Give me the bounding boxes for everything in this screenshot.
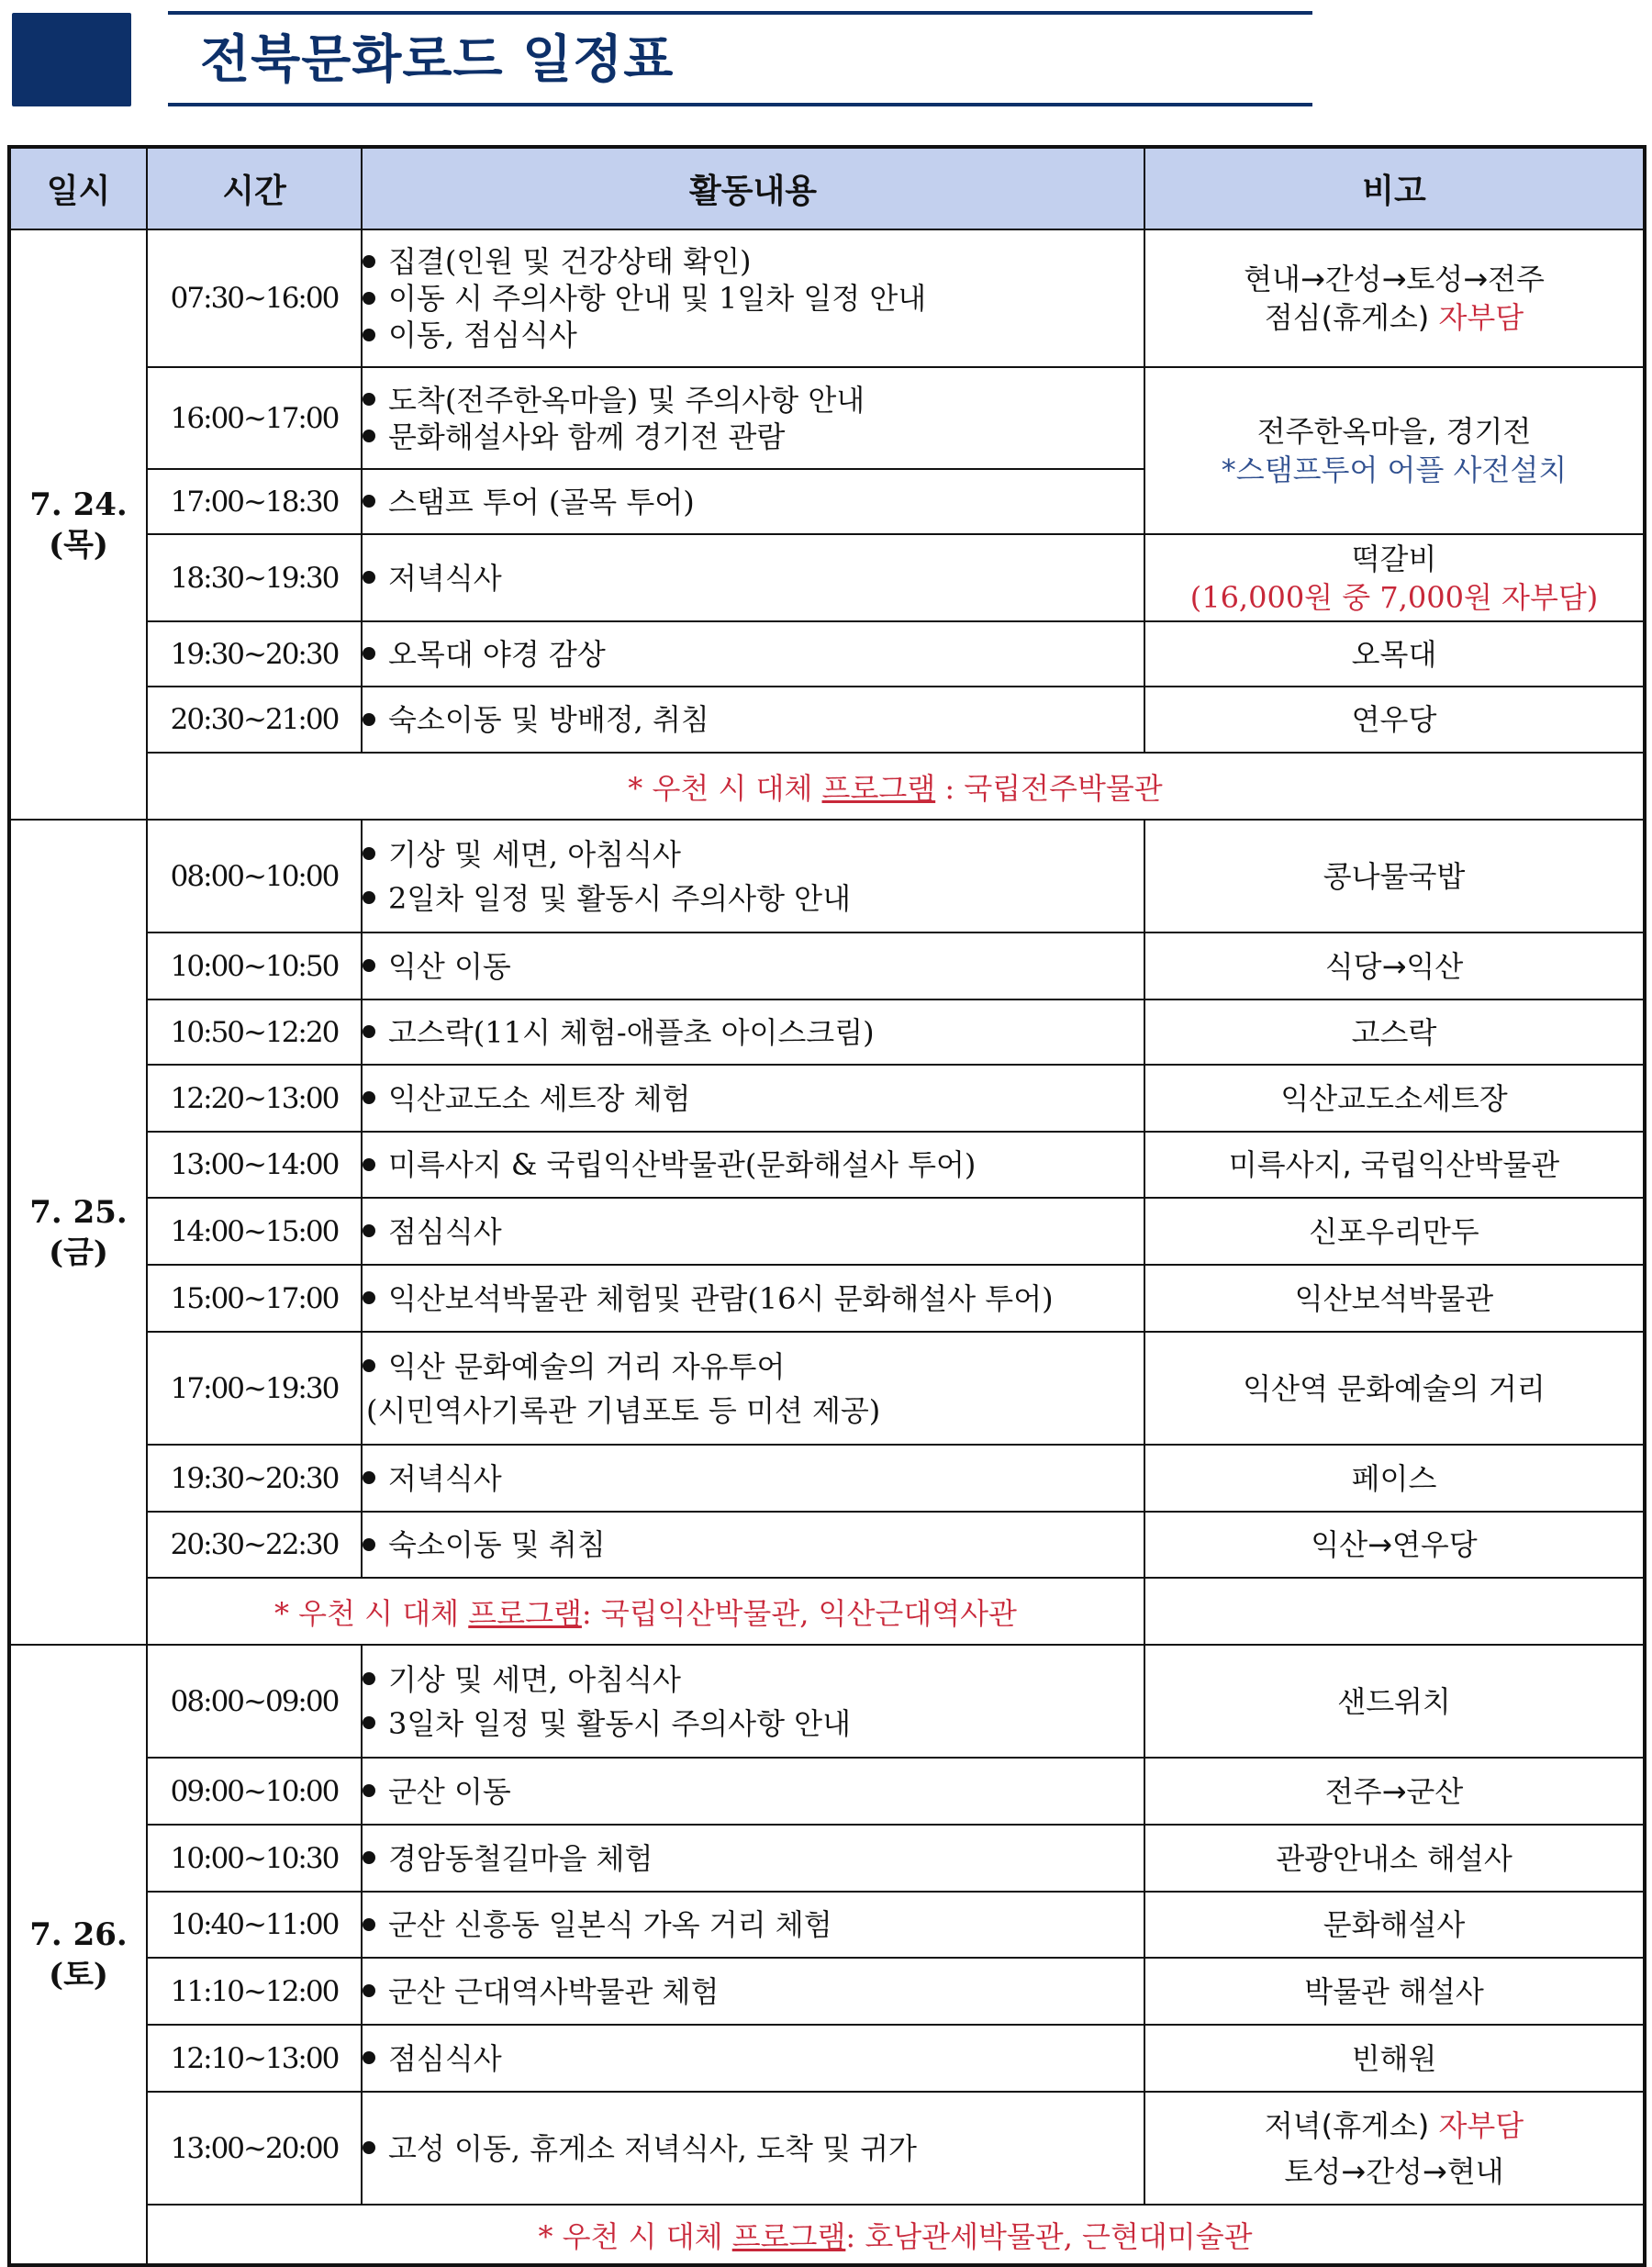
activity-sub-item: (시민역사기록관 기념포토 등 미션 제공) — [366, 1392, 881, 1428]
remarks-cell: 연우당 — [1144, 687, 1645, 753]
bullet-icon — [363, 1851, 375, 1864]
activity-cell — [362, 1332, 1144, 1445]
schedule-table — [7, 145, 1646, 2267]
remarks-cell: 떡갈비 (16,000원 중 7,000원 자부담) — [1144, 534, 1645, 621]
header-date: 일시 — [9, 147, 147, 229]
activity-cell — [362, 1445, 1144, 1512]
bullet-icon — [363, 2141, 375, 2154]
time-cell: 15:00~17:00 — [147, 1265, 362, 1332]
activity-cell — [362, 687, 1144, 753]
activity-cell — [362, 1645, 1144, 1758]
table-row — [9, 820, 1645, 932]
activity-cell — [362, 229, 1144, 367]
header-remarks: 비고 — [1144, 147, 1645, 229]
remarks-cell: 샌드위치 — [1144, 1645, 1645, 1758]
time-cell: 12:10~13:00 — [147, 2025, 362, 2092]
bullet-icon — [363, 2051, 375, 2064]
activity-cell — [362, 2092, 1144, 2205]
time-cell: 19:30~20:30 — [147, 1445, 362, 1512]
remarks-cell: 오목대 — [1144, 621, 1645, 687]
title-rule-bottom — [168, 103, 1312, 106]
time-cell: 11:10~12:00 — [147, 1958, 362, 2025]
bullet-icon — [363, 1158, 375, 1171]
app-install-note: *스탬프투어 어플 사전설치 — [1221, 452, 1568, 487]
activity-item: 숙소이동 및 방배정, 취침 — [363, 701, 1144, 738]
activity-item: 기상 및 세면, 아침식사 — [363, 832, 1144, 877]
time-cell: 17:00~19:30 — [147, 1332, 362, 1445]
activity-item: 경암동철길마을 체험 — [363, 1840, 1144, 1877]
date-label: 7. 24. — [29, 486, 128, 523]
bullet-icon — [363, 713, 375, 726]
activity-item: 군산 이동 — [363, 1773, 1144, 1810]
activity-item: 3일차 일정 및 활동시 주의사항 안내 — [363, 1702, 1144, 1746]
time-cell: 20:30~21:00 — [147, 687, 362, 753]
weekday-label: (목) — [48, 526, 109, 564]
activity-item: 군산 근대역사박물관 체험 — [363, 1973, 1144, 2010]
remarks-cell: 관광안내소 해설사 — [1144, 1825, 1645, 1892]
bullet-icon — [363, 959, 375, 972]
rain-note-row — [9, 1578, 1645, 1645]
time-cell: 10:00~10:50 — [147, 932, 362, 999]
time-cell: 09:00~10:00 — [147, 1758, 362, 1825]
bullet-icon — [363, 329, 375, 341]
activity-cell — [362, 2025, 1144, 2092]
remarks-cell: 저녁(휴게소) 자부담 토성→간성→현내 — [1144, 2092, 1645, 2205]
activity-item: 기상 및 세면, 아침식사 — [363, 1658, 1144, 1702]
activity-cell — [362, 1265, 1144, 1332]
remarks-cell: 익산교도소세트장 — [1144, 1065, 1645, 1132]
table-row — [9, 687, 1645, 753]
date-cell — [9, 229, 147, 820]
rain-alternative-note: * 우천 시 대체 프로그램: 국립익산박물관, 익산근대역사관 — [147, 1578, 1144, 1645]
table-row — [9, 2025, 1645, 2092]
weekday-label: (금) — [48, 1234, 109, 1271]
bullet-icon — [363, 1672, 375, 1685]
time-cell: 14:00~15:00 — [147, 1198, 362, 1265]
activity-item: 익산보석박물관 체험및 관람(16시 문화해설사 투어) — [363, 1280, 1144, 1317]
table-row — [9, 1445, 1645, 1512]
remarks-cell: 익산→연우당 — [1144, 1512, 1645, 1578]
table-row — [9, 1892, 1645, 1958]
date-label: 7. 25. — [29, 1193, 128, 1231]
activity-item: 오목대 야경 감상 — [363, 636, 1144, 673]
remarks-cell-empty — [1144, 1578, 1645, 1645]
activity-cell — [362, 1758, 1144, 1825]
table-row — [9, 2092, 1645, 2205]
time-cell: 10:40~11:00 — [147, 1892, 362, 1958]
activity-cell — [362, 932, 1144, 999]
remarks-cell: 문화해설사 — [1144, 1892, 1645, 1958]
table-row — [9, 1265, 1645, 1332]
weekday-label: (토) — [48, 1956, 109, 1993]
title-decoration-block — [12, 13, 131, 106]
remarks-cell: 현내→간성→토성→전주 점심(휴게소) 자부담 — [1144, 229, 1645, 367]
activity-item: 점심식사 — [363, 1213, 1144, 1250]
activity-cell — [362, 367, 1144, 469]
bullet-icon — [363, 430, 375, 442]
bullet-icon — [363, 1918, 375, 1931]
table-header-row — [9, 147, 1645, 229]
activity-item: 이동 시 주의사항 안내 및 1일차 일정 안내 — [363, 280, 1144, 317]
activity-cell — [362, 999, 1144, 1065]
activity-item: 익산교도소 세트장 체험 — [363, 1080, 1144, 1117]
time-cell: 12:20~13:00 — [147, 1065, 362, 1132]
time-cell: 08:00~10:00 — [147, 820, 362, 932]
activity-cell — [362, 534, 1144, 621]
time-cell: 10:50~12:20 — [147, 999, 362, 1065]
remarks-cell: 전주→군산 — [1144, 1758, 1645, 1825]
bullet-icon — [363, 1359, 375, 1372]
time-cell: 20:30~22:30 — [147, 1512, 362, 1578]
bullet-icon — [363, 1291, 375, 1304]
time-cell: 18:30~19:30 — [147, 534, 362, 621]
bullet-icon — [363, 1784, 375, 1797]
time-cell: 07:30~16:00 — [147, 229, 362, 367]
self-pay-label: 자부담 — [1438, 2107, 1524, 2143]
activity-item: 2일차 일정 및 활동시 주의사항 안내 — [363, 877, 1144, 921]
activity-cell — [362, 1132, 1144, 1198]
rain-alternative-note: * 우천 시 대체 프로그램: 호남관세박물관, 근현대미술관 — [147, 2205, 1645, 2265]
table-row — [9, 1758, 1645, 1825]
self-pay-label: 자부담 — [1438, 300, 1524, 335]
table-row — [9, 1512, 1645, 1578]
activity-item: 고스락(11시 체험-애플초 아이스크림) — [363, 1014, 1144, 1051]
bullet-icon — [363, 1984, 375, 1997]
date-label: 7. 26. — [29, 1915, 128, 1953]
activity-item: 고성 이동, 휴게소 저녁식사, 도착 및 귀가 — [363, 2130, 1144, 2167]
activity-item: 문화해설사와 함께 경기전 관람 — [363, 419, 1144, 455]
bullet-icon — [363, 1538, 375, 1551]
activity-cell — [362, 1065, 1144, 1132]
activity-cell — [362, 1512, 1144, 1578]
remarks-cell: 신포우리만두 — [1144, 1198, 1645, 1265]
table-row — [9, 1198, 1645, 1265]
time-cell: 13:00~20:00 — [147, 2092, 362, 2205]
activity-item: 미륵사지 & 국립익산박물관(문화해설사 투어) — [363, 1146, 1144, 1183]
activity-item: 익산 이동 — [363, 948, 1144, 985]
remarks-cell: 고스락 — [1144, 999, 1645, 1065]
bullet-icon — [363, 255, 375, 268]
time-cell: 19:30~20:30 — [147, 621, 362, 687]
bullet-icon — [363, 891, 375, 904]
table-row — [9, 1825, 1645, 1892]
bullet-icon — [363, 571, 375, 584]
remarks-cell: 익산보석박물관 — [1144, 1265, 1645, 1332]
table-row — [9, 229, 1645, 367]
table-row — [9, 1958, 1645, 2025]
activity-item: 숙소이동 및 취침 — [363, 1526, 1144, 1563]
activity-item: 군산 신흥동 일본식 가옥 거리 체험 — [363, 1906, 1144, 1943]
activity-item: 점심식사 — [363, 2040, 1144, 2077]
remarks-cell: 박물관 해설사 — [1144, 1958, 1645, 2025]
remarks-cell: 익산역 문화예술의 거리 — [1144, 1332, 1645, 1445]
table-row — [9, 1132, 1645, 1198]
activity-cell — [362, 621, 1144, 687]
table-row — [9, 932, 1645, 999]
activity-item: 스탬프 투어 (골목 투어) — [363, 484, 1144, 520]
bullet-icon — [363, 647, 375, 660]
activity-item: 집결(인원 및 건강상태 확인) — [363, 243, 1144, 280]
header-time: 시간 — [147, 147, 362, 229]
date-cell — [9, 1645, 147, 2265]
activity-cell — [362, 1892, 1144, 1958]
rain-note-row — [9, 753, 1645, 820]
header-activity: 활동내용 — [362, 147, 1144, 229]
time-cell: 17:00~18:30 — [147, 469, 362, 534]
bullet-icon — [363, 1224, 375, 1237]
time-cell: 08:00~09:00 — [147, 1645, 362, 1758]
table-row — [9, 1332, 1645, 1445]
remarks-cell: 빈해원 — [1144, 2025, 1645, 2092]
table-row — [9, 999, 1645, 1065]
remarks-cell: 미륵사지, 국립익산박물관 — [1144, 1132, 1645, 1198]
date-cell — [9, 820, 147, 1645]
table-row — [9, 367, 1645, 469]
activity-cell — [362, 1958, 1144, 2025]
page-title: 전북문화로드 일정표 — [200, 30, 675, 90]
remarks-cell: 페이스 — [1144, 1445, 1645, 1512]
activity-cell — [362, 469, 1144, 534]
activity-cell — [362, 1825, 1144, 1892]
time-cell: 13:00~14:00 — [147, 1132, 362, 1198]
table-row — [9, 621, 1645, 687]
table-row — [9, 1645, 1645, 1758]
remarks-cell: 전주한옥마을, 경기전 *스탬프투어 어플 사전설치 — [1144, 367, 1645, 534]
title-rule-top — [168, 11, 1312, 15]
bullet-icon — [363, 1091, 375, 1104]
bullet-icon — [363, 292, 375, 305]
bullet-icon — [363, 847, 375, 860]
table-row — [9, 534, 1645, 621]
activity-item: 저녁식사 — [363, 1460, 1144, 1497]
bullet-icon — [363, 495, 375, 508]
rain-alternative-note: * 우천 시 대체 프로그램 : 국립전주박물관 — [147, 753, 1645, 820]
time-cell: 10:00~10:30 — [147, 1825, 362, 1892]
bullet-icon — [363, 393, 375, 406]
activity-cell — [362, 1198, 1144, 1265]
table-row — [9, 1065, 1645, 1132]
time-cell: 16:00~17:00 — [147, 367, 362, 469]
bullet-icon — [363, 1716, 375, 1729]
activity-item: 익산 문화예술의 거리 자유투어 — [363, 1345, 1144, 1389]
activity-item: 이동, 점심식사 — [363, 317, 1144, 353]
activity-cell — [362, 820, 1144, 932]
bullet-icon — [363, 1025, 375, 1038]
rain-note-row — [9, 2205, 1645, 2265]
activity-item: 저녁식사 — [363, 560, 1144, 597]
remarks-cell: 식당→익산 — [1144, 932, 1645, 999]
remarks-cell: 콩나물국밥 — [1144, 820, 1645, 932]
activity-item: 도착(전주한옥마을) 및 주의사항 안내 — [363, 382, 1144, 419]
bullet-icon — [363, 1471, 375, 1484]
